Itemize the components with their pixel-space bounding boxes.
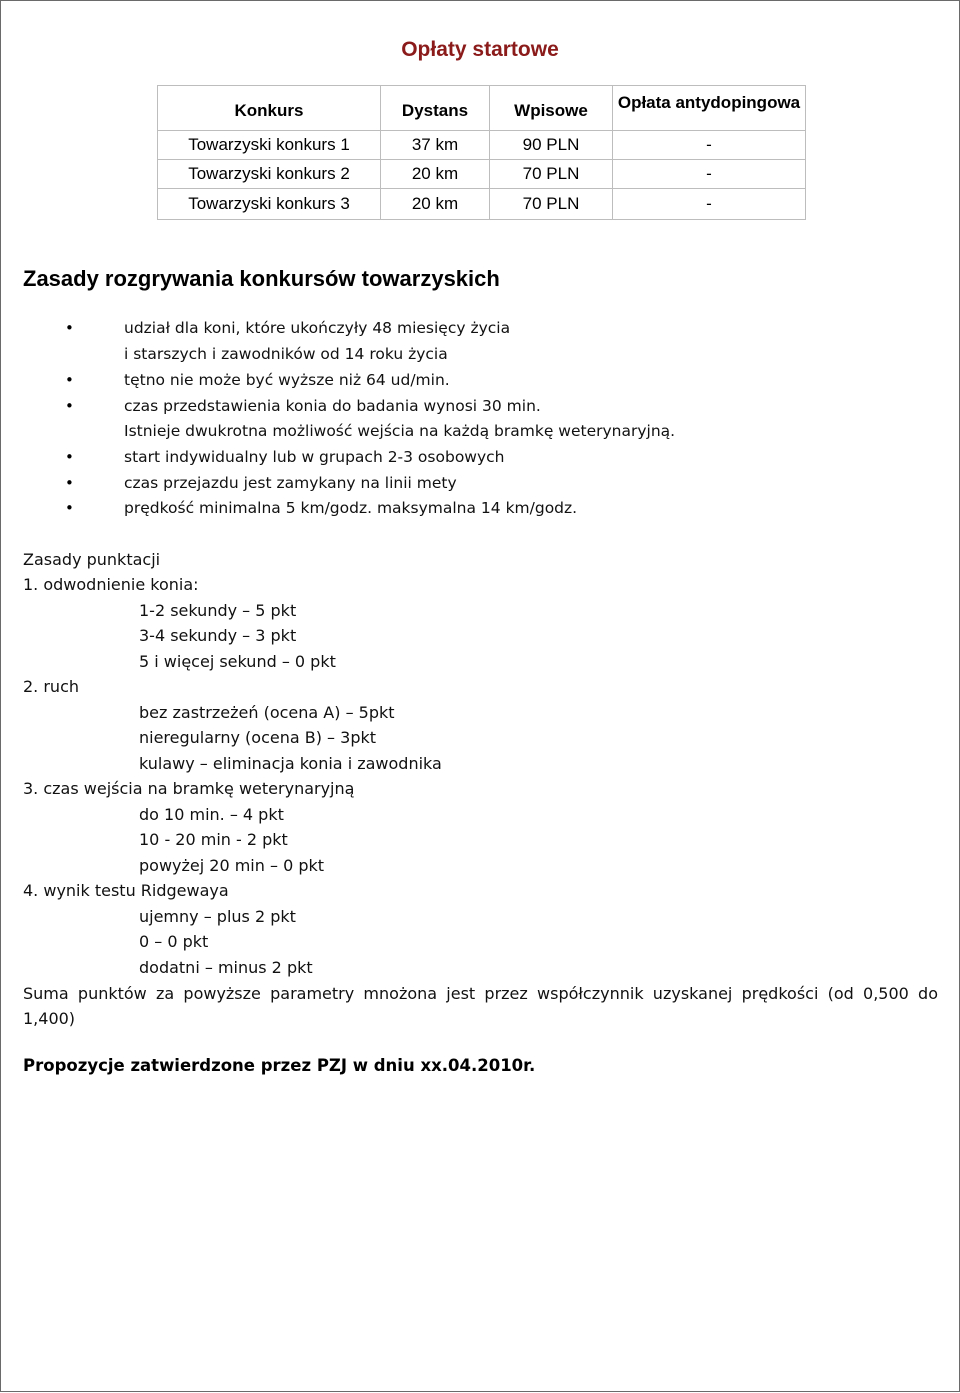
table-header-row — [158, 86, 805, 131]
list-item: Istnieje dwukrotna możliwość wejścia na każdą bramkę weterynaryjną. — [124, 422, 676, 440]
bullet-icon: • — [65, 448, 74, 466]
list-item: czas przedstawienia konia do badania wynosi 30 min. — [124, 397, 541, 415]
header-konkurs: Konkurs — [158, 86, 381, 131]
table-cell: - — [706, 194, 712, 213]
table-cell: 37 km — [381, 131, 490, 160]
bullet-icon: • — [65, 474, 74, 492]
table-cell: - — [613, 131, 805, 160]
table-row — [158, 131, 805, 160]
table-row — [158, 160, 805, 189]
scoring-item-label: 2. ruch — [23, 677, 80, 696]
table-cell: Towarzyski konkurs 1 — [158, 131, 381, 160]
scoring-heading: Zasady punktacji — [23, 550, 161, 569]
scoring-line: 0 – 0 pkt — [139, 932, 209, 951]
header-wpisowe: Wpisowe — [490, 86, 613, 131]
scoring-item-label: 3. czas wejścia na bramkę weterynaryjną — [23, 779, 355, 798]
scoring-line: nieregularny (ocena B) – 3pkt — [139, 728, 377, 747]
scoring-item-label: 4. wynik testu Ridgewaya — [23, 881, 229, 900]
scoring-line: do 10 min. – 4 pkt — [139, 805, 284, 824]
page-title: Opłaty startowe — [401, 38, 559, 61]
fees-table — [157, 85, 806, 220]
approval-note: Propozycje zatwierdzone przez PZJ w dniu xx.04.2010r. — [23, 1056, 536, 1075]
table-cell: 70 PLN — [490, 189, 613, 219]
list-item: udział dla koni, które ukończyły 48 miesięcy życia — [124, 319, 511, 337]
scoring-summary: Suma punktów za powyższe parametry mnożona jest przez współczynnik uzyskanej prędkości (od 0,500 do 1,400) — [23, 984, 938, 1028]
scoring-line: dodatni – minus 2 pkt — [139, 958, 313, 977]
list-item: czas przejazdu jest zamykany na linii mety — [124, 474, 457, 492]
scoring-line: 3-4 sekundy – 3 pkt — [139, 626, 297, 645]
scoring-line: 10 - 20 min - 2 pkt — [139, 830, 288, 849]
scoring-line: 1-2 sekundy – 5 pkt — [139, 601, 297, 620]
table-cell: 20 km — [381, 189, 490, 219]
scoring-line: powyżej 20 min – 0 pkt — [139, 856, 325, 875]
scoring-line: ujemny – plus 2 pkt — [139, 907, 296, 926]
list-item: i starszych i zawodników od 14 roku życia — [124, 345, 448, 363]
list-item: start indywidualny lub w grupach 2-3 osobowych — [124, 448, 505, 466]
scoring-line: bez zastrzeżeń (ocena A) – 5pkt — [139, 703, 395, 722]
table-cell: 70 PLN — [490, 160, 613, 189]
bullet-icon: • — [65, 319, 74, 337]
scoring-line: 5 i więcej sekund – 0 pkt — [139, 652, 336, 671]
bullet-icon: • — [65, 371, 74, 389]
bullet-icon: • — [65, 499, 74, 517]
table-cell: 20 km — [381, 160, 490, 189]
header-dystans: Dystans — [381, 86, 490, 131]
table-cell: Towarzyski konkurs 2 — [158, 160, 381, 189]
table-cell: 90 PLN — [490, 131, 613, 160]
table-cell: - — [613, 160, 805, 189]
rules-heading: Zasady rozgrywania konkursów towarzyskich — [23, 266, 500, 291]
table-row — [158, 189, 805, 219]
scoring-item-label: 1. odwodnienie konia: — [23, 575, 199, 594]
list-item: tętno nie może być wyższe niż 64 ud/min. — [124, 371, 450, 389]
list-item: prędkość minimalna 5 km/godz. maksymalna 14 km/godz. — [124, 499, 578, 517]
header-oplata-antydopingowa: Opłata antydopingowa — [613, 86, 805, 131]
table-cell: Towarzyski konkurs 3 — [158, 189, 381, 219]
scoring-line: kulawy – eliminacja konia i zawodnika — [139, 754, 442, 773]
bullet-icon: • — [65, 397, 74, 415]
